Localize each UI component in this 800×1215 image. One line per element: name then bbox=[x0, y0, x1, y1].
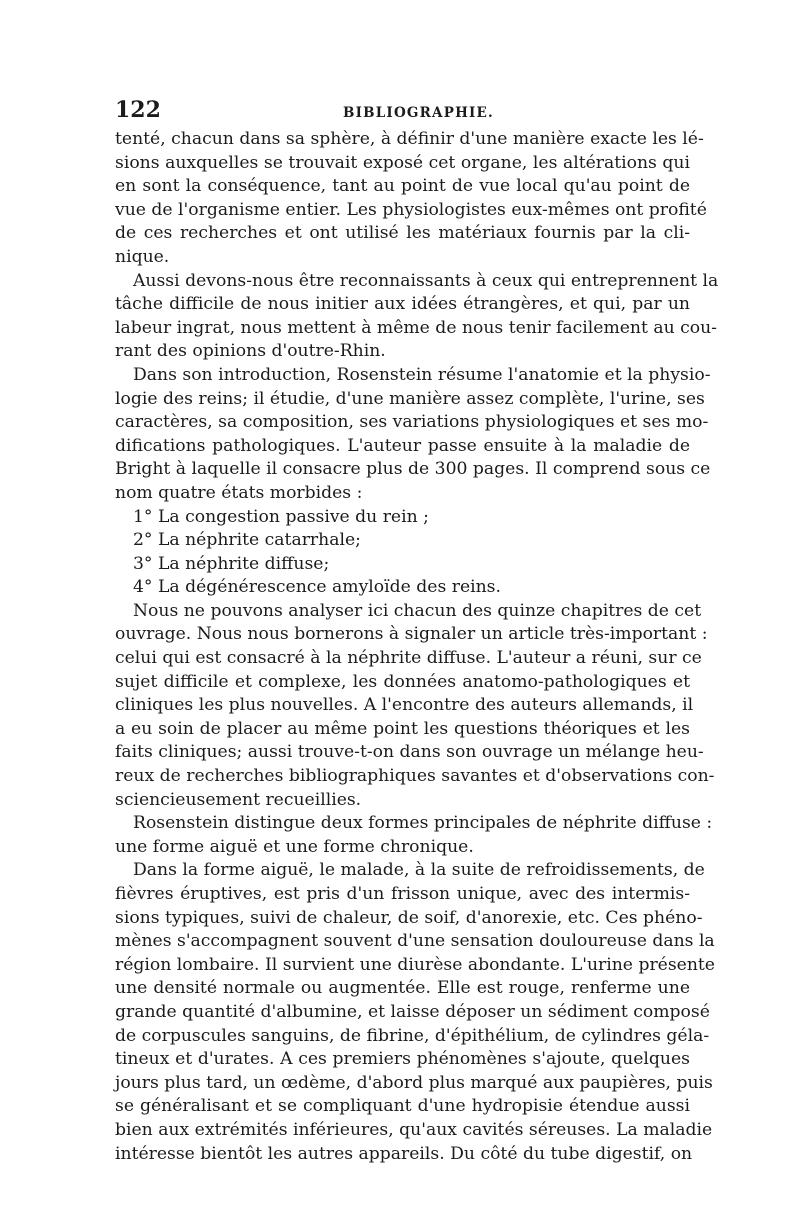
text-line: a eu soin de placer au même point les questions théoriques et les bbox=[115, 718, 690, 739]
text-line: Dans la forme aiguë, le malade, à la suite de refroidissements, de bbox=[133, 860, 705, 881]
text-line: région lombaire. Il survient une diurèse abondante. L'urine présente bbox=[115, 954, 715, 975]
text-line: sciencieusement recueillies. bbox=[115, 789, 362, 810]
text-line: Rosenstein distingue deux formes principales de néphrite diffuse : bbox=[133, 813, 713, 834]
text-line: intéresse bientôt les autres appareils. Du côté du tube digestif, on bbox=[115, 1143, 693, 1164]
page-number: 122 bbox=[115, 97, 161, 123]
page-header bbox=[115, 97, 690, 125]
text-line: sujet difficile et complexe, les données anatomo-pathologiques et bbox=[115, 671, 690, 692]
text-line: reux de recherches bibliographiques savantes et d'observations con- bbox=[115, 766, 715, 787]
text-line: ouvrage. Nous nous bornerons à signaler un article très-important : bbox=[115, 624, 708, 645]
text-line: Dans son introduction, Rosenstein résume l'anatomie et la physio- bbox=[133, 364, 711, 385]
text-line: 3° La néphrite diffuse; bbox=[133, 553, 330, 574]
text-line: une forme aiguë et une forme chronique. bbox=[115, 836, 474, 857]
text-line: grande quantité d'albumine, et laisse déposer un sédiment composé bbox=[115, 1001, 710, 1022]
text-line: une densité normale ou augmentée. Elle est rouge, renferme une bbox=[115, 978, 690, 999]
text-line: 1° La congestion passive du rein ; bbox=[133, 506, 429, 527]
text-line: jours plus tard, un œdème, d'abord plus marqué aux paupières, puis bbox=[115, 1072, 713, 1093]
text-line: labeur ingrat, nous mettent à même de nous tenir facilement au cou- bbox=[115, 317, 717, 338]
text-line: sions typiques, suivi de chaleur, de soif, d'anorexie, etc. Ces phéno- bbox=[115, 907, 703, 928]
text-line: vue de l'organisme entier. Les physiologistes eux-mêmes ont profité bbox=[115, 199, 707, 220]
text-line: caractères, sa composition, ses variations physiologiques et ses mo- bbox=[115, 412, 709, 433]
text-line: logie des reins; il étudie, d'une manière assez complète, l'urine, ses bbox=[115, 388, 705, 409]
text-line: Nous ne pouvons analyser ici chacun des quinze chapitres de cet bbox=[133, 600, 702, 621]
text-line: faits cliniques; aussi trouve-t-on dans son ouvrage un mélange heu- bbox=[115, 742, 704, 763]
text-line: 2° La néphrite catarrhale; bbox=[133, 530, 361, 551]
text-line: celui qui est consacré à la néphrite diffuse. L'auteur a réuni, sur ce bbox=[115, 648, 702, 669]
text-line: Bright à laquelle il consacre plus de 300 pages. Il comprend sous ce bbox=[115, 459, 711, 480]
text-line: tâche difficile de nous initier aux idées étrangères, et qui, par un bbox=[115, 294, 690, 315]
text-line: tenté, chacun dans sa sphère, à définir d'une manière exacte les lé- bbox=[115, 129, 704, 149]
text-line: bien aux extrémités inférieures, qu'aux cavités séreuses. La maladie bbox=[115, 1119, 713, 1140]
text-line: rant des opinions d'outre-Rhin. bbox=[115, 341, 386, 362]
text-line: difications pathologiques. L'auteur passe ensuite à la maladie de bbox=[115, 435, 690, 456]
text-line: en sont la conséquence, tant au point de vue local qu'au point de bbox=[115, 176, 690, 197]
text-line: sions auxquelles se trouvait exposé cet organe, les altérations qui bbox=[115, 152, 690, 173]
text-line: tineux et d'urates. A ces premiers phénomènes s'ajoute, quelques bbox=[115, 1049, 690, 1070]
text-line: 4° La dégénérescence amyloïde des reins. bbox=[133, 577, 501, 598]
text-line: nom quatre états morbides : bbox=[115, 482, 363, 503]
text-line: de ces recherches et ont utilisé les matériaux fournis par la cli- bbox=[115, 223, 690, 244]
text-line: nique. bbox=[115, 246, 170, 267]
text-line: se généralisant et se compliquant d'une hydropisie étendue aussi bbox=[115, 1096, 690, 1117]
text-line: fièvres éruptives, est pris d'un frisson unique, avec des intermis- bbox=[115, 884, 690, 904]
body-text bbox=[115, 128, 719, 1166]
text-line: cliniques les plus nouvelles. A l'encontre des auteurs allemands, il bbox=[115, 695, 694, 716]
running-title: BIBLIOGRAPHIE. bbox=[343, 105, 494, 121]
text-line: Aussi devons-nous être reconnaissants à ceux qui entreprennent la bbox=[133, 270, 719, 291]
text-line: de corpuscules sanguins, de fibrine, d'épithélium, de cylindres géla- bbox=[115, 1025, 710, 1046]
text-line: mènes s'accompagnent souvent d'une sensation douloureuse dans la bbox=[115, 931, 715, 952]
